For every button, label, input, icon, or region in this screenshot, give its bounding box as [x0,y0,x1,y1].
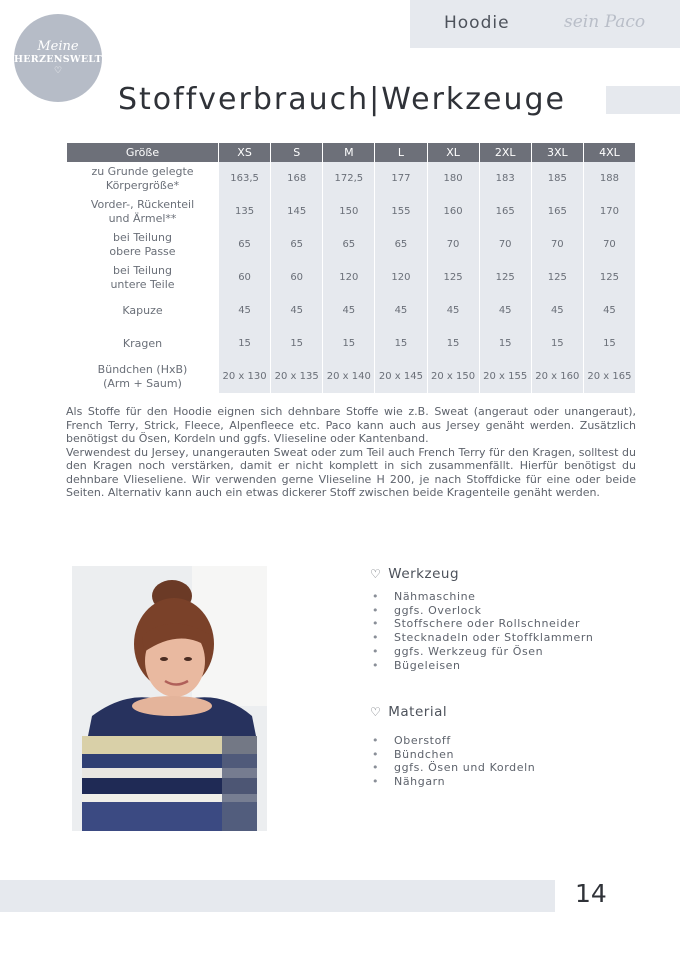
row-label-line: Körpergröße* [105,178,180,192]
table-cell: 45 [532,294,583,327]
table-cell: 168 [271,162,322,195]
table-cell: 180 [428,162,479,195]
list-item: • Stecknadeln oder Stoffklammern [372,631,594,645]
table-cell: 15 [584,327,635,360]
table-row [67,195,635,228]
row-label [67,360,218,393]
werkzeug-title: Werkzeug [388,566,460,582]
table-header-cell: M [323,143,374,162]
heart-outline-icon: ♡ [370,567,382,581]
logo-line-2: HERZENSWELT [13,54,103,65]
table-cell: 45 [219,294,270,327]
row-label-line: obere Passe [109,244,176,258]
table-cell: 165 [480,195,531,228]
table-cell: 65 [219,228,270,261]
list-item: • Nähmaschine [372,590,476,603]
list-item: • Nähgarn [372,775,446,789]
table-cell: 185 [532,162,583,195]
table-cell: 177 [375,162,426,195]
table-cell: 120 [375,261,426,294]
table-cell: 120 [323,261,374,294]
table-cell: 155 [375,195,426,228]
table-cell: 15 [532,327,583,360]
material-section [370,704,535,789]
row-label [67,195,218,228]
table-cell: 45 [375,294,426,327]
row-label [67,162,218,195]
row-label-line: zu Grunde gelegte [91,164,194,178]
werkzeug-section [370,566,593,672]
page-number: 14 [575,879,607,908]
table-row [67,228,635,261]
table-header-cell: L [375,143,426,162]
table-cell: 183 [480,162,531,195]
table-row [67,162,635,195]
table-cell: 20 x 165 [584,360,635,393]
table-cell: 20 x 135 [271,360,322,393]
table-cell: 45 [480,294,531,327]
title-accent-bar [606,86,680,114]
table-cell: 45 [584,294,635,327]
row-label-line: (Arm + Saum) [103,376,182,390]
brand-logo [14,14,102,102]
heart-icon: ♡ [53,66,63,76]
table-cell: 70 [532,228,583,261]
portrait-photo [72,566,267,831]
table-header-cell: XS [219,143,270,162]
table-cell: 125 [480,261,531,294]
row-label-line: Kragen [122,336,163,350]
list-item: • Bündchen [372,747,455,761]
size-table [66,143,636,393]
table-cell: 125 [584,261,635,294]
heart-outline-icon: ♡ [370,705,382,719]
table-header-cell: XL [428,143,479,162]
table-cell: 135 [219,195,270,228]
table-cell: 20 x 145 [375,360,426,393]
table-row [67,360,635,393]
row-label-line: Kapuze [122,303,163,317]
table-cell: 15 [375,327,426,360]
table-cell: 20 x 150 [428,360,479,393]
table-cell: 172,5 [323,162,374,195]
table-cell: 20 x 160 [532,360,583,393]
table-cell: 145 [271,195,322,228]
list-item: • Oberstoff [372,734,451,747]
werkzeug-heading [370,566,593,582]
table-cell: 65 [323,228,374,261]
table-cell: 15 [271,327,322,360]
table-cell: 125 [428,261,479,294]
table-cell: 160 [428,195,479,228]
footer-bar [0,880,555,912]
material-title: Material [388,704,448,720]
table-cell: 125 [532,261,583,294]
table-row [67,327,635,360]
table-cell: 45 [428,294,479,327]
row-label-line: bei Teilung [113,263,172,277]
row-label-line: Vorder-, Rückenteil [90,197,195,211]
werkzeug-list [370,590,593,672]
table-cell: 15 [480,327,531,360]
table-header-cell: 3XL [532,143,583,162]
table-header-row [67,143,635,162]
table-cell: 165 [532,195,583,228]
table-header-cell: 4XL [584,143,635,162]
list-item: • ggfs. Overlock [372,603,482,617]
row-label-line: untere Teile [110,277,175,291]
table-cell: 20 x 130 [219,360,270,393]
table-cell: 188 [584,162,635,195]
row-label [67,327,218,360]
table-cell: 15 [323,327,374,360]
list-item: • ggfs. Ösen und Kordeln [372,761,536,775]
list-item: • Bügeleisen [372,658,461,672]
header-script-title: sein Paco [564,12,646,32]
material-heading [370,704,535,720]
table-cell: 70 [584,228,635,261]
table-cell: 60 [219,261,270,294]
header-bar [410,0,680,48]
row-label-line: Bündchen (HxB) [97,362,188,376]
row-label-line: bei Teilung [113,230,172,244]
row-label [67,228,218,261]
table-cell: 45 [323,294,374,327]
table-cell: 20 x 140 [323,360,374,393]
table-cell: 45 [271,294,322,327]
table-cell: 20 x 155 [480,360,531,393]
material-list [370,734,535,789]
table-cell: 70 [480,228,531,261]
logo-line-1: Meine [37,39,79,54]
table-header-cell: S [271,143,322,162]
table-cell: 65 [375,228,426,261]
table-cell: 70 [428,228,479,261]
row-label [67,261,218,294]
table-cell: 163,5 [219,162,270,195]
table-row [67,294,635,327]
table-header-label: Größe [67,143,218,162]
row-label [67,294,218,327]
header-title: Hoodie [444,13,510,33]
table-cell: 15 [428,327,479,360]
list-item: • Stoffschere oder Rollschneider [372,617,581,631]
table-row [67,261,635,294]
description [66,405,636,500]
table-cell: 15 [219,327,270,360]
page-title: Stoffverbrauch|Werkzeuge [118,82,567,117]
table-cell: 60 [271,261,322,294]
table-header-cell: 2XL [480,143,531,162]
row-label-line: und Ärmel** [108,211,177,225]
description-paragraph: Als Stoffe für den Hoodie eignen sich dehnbare Stoffe wie z.B. Sweat (angeraut oder unangeraut), French Terry, Strick, Fleece, Alpenfleece etc. Paco kann auch aus Jersey genäht werden. Zusätzlich benötigst du Ösen, Kordeln und ggfs. Vlieseline oder Kantenband. [66,405,636,445]
table-cell: 65 [271,228,322,261]
description-paragraph: Verwendest du Jersey, unangerauten Sweat oder zum Teil auch French Terry für den Kragen, solltest du den Kragen noch verstärken, damit er nicht komplett in sich zusammenfällt. Hierfür benötigst du dehnbare Vlieseliene. Wir verwenden gerne Vlieseline H 200, je nach Stoffdicke für eine oder beide Seiten. Alternativ kann auch ein etwas dickerer Stoff zwischen beide Kragenteile genäht werden. [66,445,636,499]
list-item: • ggfs. Werkzeug für Ösen [372,644,544,658]
table-cell: 170 [584,195,635,228]
table-cell: 150 [323,195,374,228]
